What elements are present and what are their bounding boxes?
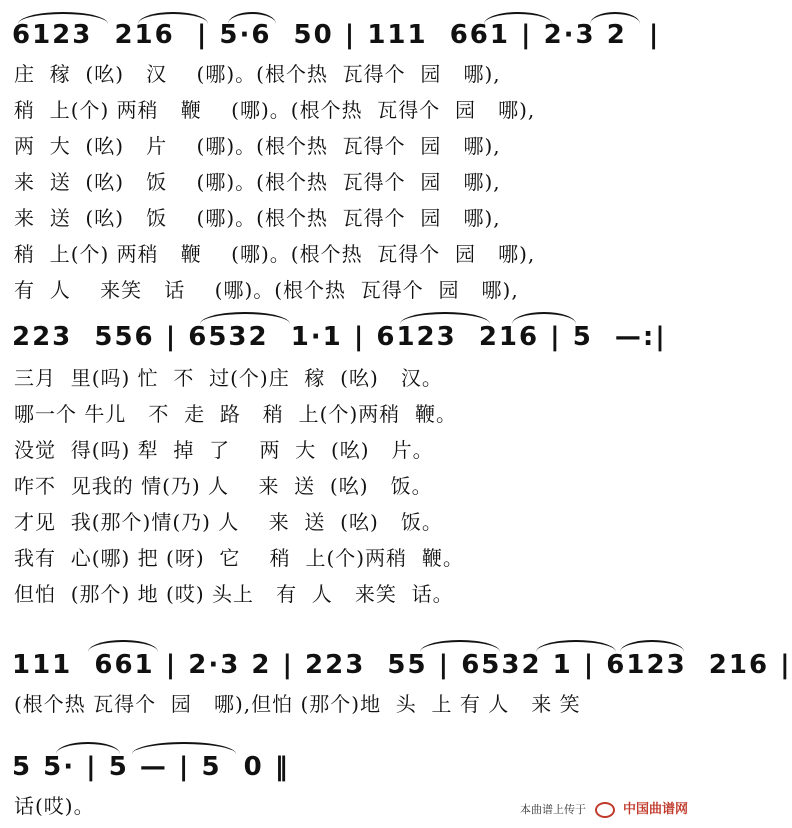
lyric-line: 但怕 (那个) 地 (哎) 头上 有 人 来笑 话。 bbox=[14, 582, 454, 606]
lyric-line: 话(哎)。 bbox=[14, 794, 95, 818]
site-logo-icon bbox=[595, 802, 615, 818]
lyric-line: 庄 稼 (吆) 汉 (哪)。(根个热 瓦得个 园 哪), bbox=[14, 62, 501, 86]
lyric-line: 有 人 来笑 话 (哪)。(根个热 瓦得个 园 哪), bbox=[14, 278, 519, 302]
notation-line-3: 111 661 | 2·3 2 | 223 55 | 6532 1 | 6123 216 | bbox=[12, 650, 792, 680]
lyric-line: 两 大 (吆) 片 (哪)。(根个热 瓦得个 园 哪), bbox=[14, 134, 501, 158]
lyric-line: 没觉 得(吗) 犁 掉 了 两 大 (吆) 片。 bbox=[14, 438, 434, 462]
notation-line-1: 6123 216 | 5·6 50 | 111 661 | 2·3 2 | bbox=[12, 20, 661, 50]
credit-text: 本曲谱上传于 bbox=[519, 803, 586, 816]
lyric-line: 我有 心(哪) 把 (呀) 它 稍 上(个)两稍 鞭。 bbox=[14, 546, 464, 570]
lyric-line: 才见 我(那个)情(乃) 人 来 送 (吆) 饭。 bbox=[14, 510, 443, 534]
lyric-line: 哪一个 牛儿 不 走 路 稍 上(个)两稍 鞭。 bbox=[14, 402, 457, 426]
lyric-line: 咋不 见我的 情(乃) 人 来 送 (吆) 饭。 bbox=[14, 474, 433, 498]
lyric-line: 来 送 (吆) 饭 (哪)。(根个热 瓦得个 园 哪), bbox=[14, 170, 501, 194]
notation-line-2: 223 556 | 6532 1·1 | 6123 216 | 5 —:| bbox=[12, 322, 667, 352]
site-brand[interactable]: 中国曲谱网 bbox=[622, 802, 688, 817]
source-credit bbox=[520, 798, 688, 818]
lyric-line: (根个热 瓦得个 园 哪),但怕 (那个)地 头 上 有 人 来 笑 bbox=[14, 692, 581, 716]
notation-line-4: 5 5· | 5 — | 5 0 ‖ bbox=[12, 752, 290, 782]
lyric-line: 稍 上(个) 两稍 鞭 (哪)。(根个热 瓦得个 园 哪), bbox=[14, 98, 536, 122]
lyric-line: 来 送 (吆) 饭 (哪)。(根个热 瓦得个 园 哪), bbox=[14, 206, 501, 230]
lyric-line: 稍 上(个) 两稍 鞭 (哪)。(根个热 瓦得个 园 哪), bbox=[14, 242, 536, 266]
lyric-line: 三月 里(吗) 忙 不 过(个)庄 稼 (吆) 汉。 bbox=[14, 366, 443, 390]
